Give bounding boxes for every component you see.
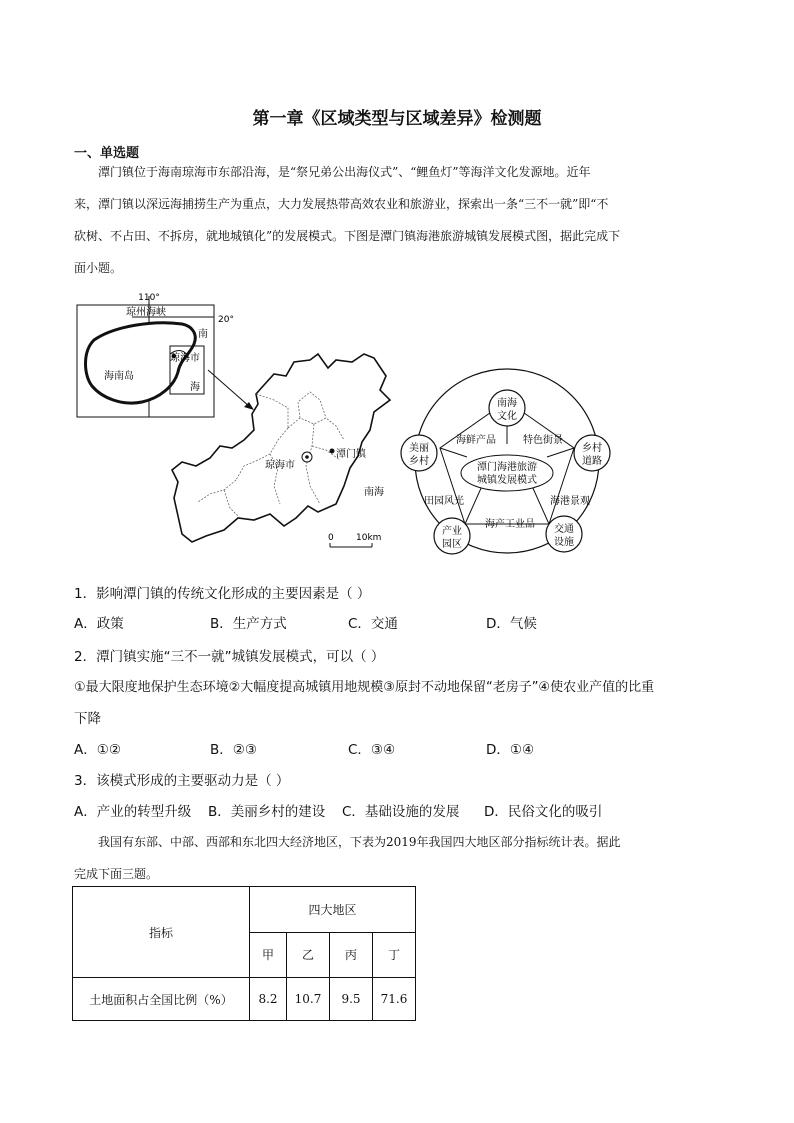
label-harbor-landscape: 海港景观 bbox=[550, 496, 590, 507]
lat-label: 20° bbox=[218, 315, 234, 325]
node-rural-roads-l1: 乡村 bbox=[582, 443, 602, 454]
strait-label: 琼州海峡 bbox=[126, 307, 166, 318]
node-transport-l1: 交通 bbox=[554, 524, 574, 535]
passage-2 bbox=[74, 826, 722, 890]
label-street-scene: 特色街景 bbox=[523, 435, 563, 446]
q1-option-a[interactable]: A．政策 bbox=[74, 616, 124, 632]
q2-option-c[interactable]: C．③④ bbox=[348, 742, 396, 758]
q2-option-b[interactable]: B．②③ bbox=[210, 742, 257, 758]
scale-zero-label: 0 bbox=[328, 533, 334, 543]
section-heading: 一、单选题 bbox=[74, 146, 140, 161]
table-region-header: 丙 bbox=[330, 932, 373, 978]
passage-1-line: 潭门镇位于海南琼海市东部沿海，是“祭兄弟公出海仪式”、“鲤鱼灯”等海洋文化发源地。近年 bbox=[98, 165, 591, 179]
inset-city-label: 琼海市 bbox=[170, 353, 200, 364]
table-region-header: 乙 bbox=[287, 932, 330, 978]
island-label: 海南岛 bbox=[104, 371, 134, 382]
table-row bbox=[73, 978, 416, 1021]
table-region-header: 甲 bbox=[250, 932, 287, 978]
map-city-label: 琼海市 bbox=[265, 460, 295, 471]
q2-option-d[interactable]: D．①④ bbox=[486, 742, 535, 758]
label-marine-products: 海产工业品 bbox=[485, 519, 535, 530]
node-beautiful-village-l2: 乡村 bbox=[409, 456, 429, 467]
development-model-diagram bbox=[401, 369, 610, 554]
table-cell: 9.5 bbox=[330, 978, 373, 1021]
question-3-stem: 3．该模式形成的主要驱动力是（ ） bbox=[74, 773, 290, 789]
table-cell: 8.2 bbox=[250, 978, 287, 1021]
q2-option-a[interactable]: A．①② bbox=[74, 742, 121, 758]
figure-map-and-model bbox=[74, 290, 614, 565]
q1-option-d[interactable]: D．气候 bbox=[486, 616, 537, 632]
table-row-label: 土地面积占全国比例（%） bbox=[73, 978, 250, 1021]
passage-2-line: 我国有东部、中部、西部和东北四大经济地区，下表为2019年我国四大地区部分指标统计表。据此 bbox=[98, 835, 621, 849]
statistics-table bbox=[72, 886, 416, 1021]
inset-arrow bbox=[208, 370, 254, 410]
map-town-label: 潭门镇 bbox=[336, 449, 366, 460]
passage-1-line: 来，潭门镇以深远海捕捞生产为重点，大力发展热带高效农业和旅游业，探索出一条“三不一就”即“不 bbox=[74, 197, 609, 211]
table-cell: 10.7 bbox=[287, 978, 330, 1021]
q3-option-b[interactable]: B．美丽乡村的建设 bbox=[208, 804, 326, 820]
passage-1-line: 面小题。 bbox=[74, 261, 123, 275]
label-seafood: 海鲜产品 bbox=[456, 435, 496, 446]
q3-option-a[interactable]: A．产业的转型升级 bbox=[74, 804, 192, 820]
question-2-statements-line-1: ①最大限度地保护生态环境②大幅度提高城镇用地规模③原封不动地保留“老房子”④使农业产值的比重 bbox=[74, 680, 655, 695]
node-transport-l2: 设施 bbox=[554, 537, 574, 548]
page-title: 第一章《区域类型与区域差异》检测题 bbox=[252, 109, 542, 129]
table-cell: 71.6 bbox=[373, 978, 416, 1021]
q1-option-c[interactable]: C．交通 bbox=[348, 616, 398, 632]
inset-sea-char-1: 南 bbox=[198, 329, 208, 340]
node-rural-roads-l2: 道路 bbox=[582, 456, 602, 467]
node-south-sea-culture-l1: 南海 bbox=[497, 398, 517, 409]
node-beautiful-village-l1: 美丽 bbox=[409, 443, 429, 454]
label-pastoral-scenery: 田园风光 bbox=[424, 496, 464, 507]
q3-option-d[interactable]: D．民俗文化的吸引 bbox=[484, 804, 603, 820]
scale-distance-label: 10km bbox=[356, 533, 382, 543]
map-sea-label: 南海 bbox=[364, 487, 384, 498]
table-region-header: 丁 bbox=[373, 932, 416, 978]
node-industrial-park-l1: 产业 bbox=[442, 526, 462, 537]
node-industrial-park-l2: 园区 bbox=[442, 539, 462, 550]
question-2-stem: 2．潭门镇实施“三不一就”城镇发展模式，可以（ ） bbox=[74, 649, 385, 665]
table-header-regions: 四大地区 bbox=[250, 887, 416, 933]
model-center-line-2: 城镇发展模式 bbox=[477, 475, 537, 486]
lon-label: 110° bbox=[138, 293, 160, 303]
table-header-indicator: 指标 bbox=[73, 887, 250, 978]
passage-1 bbox=[74, 156, 722, 284]
model-center-line-1: 潭门海港旅游 bbox=[477, 462, 537, 473]
inset-map bbox=[77, 293, 234, 417]
passage-1-line: 砍树、不占田、不拆房，就地城镇化”的发展模式。下图是潭门镇海港旅游城镇发展模式图，据此完成下 bbox=[74, 229, 621, 243]
node-south-sea-culture-l2: 文化 bbox=[497, 411, 517, 422]
question-1-stem: 1．影响潭门镇的传统文化形成的主要因素是（ ） bbox=[74, 586, 371, 602]
inset-sea-char-2: 海 bbox=[190, 382, 200, 393]
passage-2-line: 完成下面三题。 bbox=[74, 867, 159, 881]
q1-option-b[interactable]: B．生产方式 bbox=[210, 616, 287, 632]
q3-option-c[interactable]: C．基础设施的发展 bbox=[342, 804, 460, 820]
question-2-statements-line-2: 下降 bbox=[74, 711, 101, 727]
